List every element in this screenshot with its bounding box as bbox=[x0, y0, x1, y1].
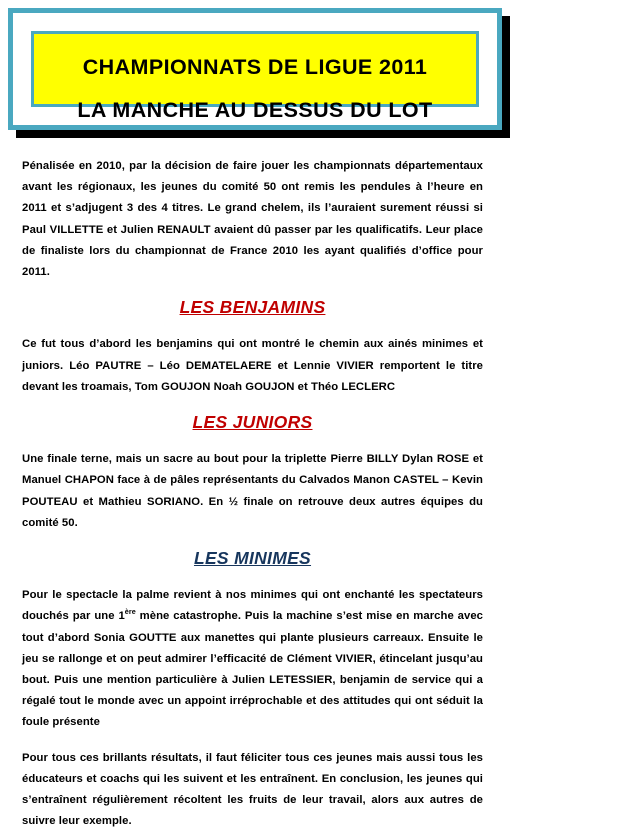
banner-title-line-2: LA MANCHE AU DESSUS DU LOT bbox=[77, 97, 433, 122]
paragraph-minimes-part-1: Pour le spectacle la palme revient à nos minimes qui ont enchanté les spectateurs douchés par une 1 bbox=[22, 589, 483, 623]
section-heading-benjamins: LES BENJAMINS bbox=[179, 297, 326, 318]
banner-title-line-1: CHAMPIONNATS DE LIGUE 2011 bbox=[82, 55, 428, 79]
paragraph-minimes bbox=[22, 585, 483, 734]
paragraph-minimes-ordinal: ère bbox=[124, 607, 136, 617]
paragraph-benjamins: Ce fut tous d’abord les benjamins qui ont montré le chemin aux ainés minimes et juniors. Léo PAUTRE – Léo DEMATELAERE et Lennie VIVIER remportent le titre devant les troamais, Tom GOUJON Noah GOUJON et Théo LECLERC bbox=[22, 338, 483, 393]
document-body bbox=[22, 156, 483, 833]
conclusion-paragraph: Pour tous ces brillants résultats, il faut féliciter tous ces jeunes mais aussi tous les éducateurs et coachs qui les suivent et les entraînent. En conclusion, les jeunes qui s’entraînent régulièrement récoltent les fruits de leur travail, alors aux autres de suivre leur exemple. bbox=[22, 751, 483, 828]
section-heading-juniors: LES JUNIORS bbox=[192, 412, 313, 433]
paragraph-minimes-part-2: mène catastrophe. Puis la machine s’est mise en marche avec tout d’abord Sonia GOUTTE aux manettes qui plante plusieurs carreaux. Ensuite le jeu se rallonge et on peut admirer l’efficacité de Clément VIVIER, étincelant jusqu’au bout. Puis une mention particulière à Julien LETESSIER, benjamin de service qui a régalé tout le monde avec un appoint irréprochable et des attitudes qui ont séduit la foule présente bbox=[22, 610, 484, 729]
intro-paragraph: Pénalisée en 2010, par la décision de faire jouer les championnats départementaux avant les régionaux, les jeunes du comité 50 ont remis les pendules à l’heure en 2011 et s’adjugent 3 des 4 titres. Le grand chelem, ils l’auraient surement réussi si Paul VILLETTE et Julien RENAULT avaient dû passer par les qualificatifs. Leur place de finaliste lors du championnat de France 2010 les ayant qualifiés d’office pour 2011. bbox=[22, 160, 483, 279]
banner-inner-border bbox=[31, 31, 479, 122]
banner-white-gap bbox=[18, 18, 492, 120]
banner-outer-border bbox=[8, 8, 502, 130]
title-banner bbox=[8, 8, 502, 130]
section-heading-minimes: LES MINIMES bbox=[193, 548, 312, 569]
paragraph-juniors: Une finale terne, mais un sacre au bout pour la triplette Pierre BILLY Dylan ROSE et Manuel CHAPON face à de pâles représentants du Calvados Manon CASTEL – Kevin POUTEAU et Mathieu SORIANO. En ½ finale on retrouve deux autres équipes du comité 50. bbox=[22, 453, 483, 529]
banner-text-area bbox=[46, 46, 464, 122]
